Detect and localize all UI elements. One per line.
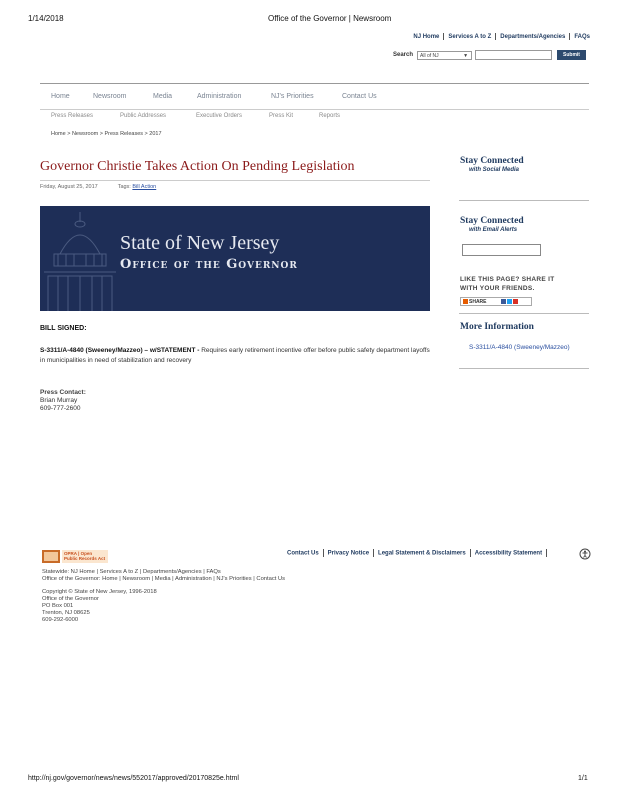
email-alerts-link[interactable]: with Email Alerts	[469, 227, 518, 233]
sidebar-divider	[459, 368, 589, 369]
tags-label: Tags:	[117, 184, 131, 190]
footer-legal-statement[interactable]: Legal Statement & Disclaimers	[378, 550, 466, 557]
more-information-heading: More Information	[460, 322, 534, 332]
nav-contact-us[interactable]: Contact Us	[342, 93, 377, 100]
share-icon	[463, 299, 468, 304]
chevron-down-icon: ▼	[463, 52, 469, 59]
subnav-press-kit[interactable]: Press Kit	[269, 113, 294, 119]
article-date: Friday, August 25, 2017	[40, 184, 98, 190]
search-bar	[393, 49, 586, 61]
share-button[interactable]: SHARE	[460, 297, 532, 306]
bill-signed-heading: BILL SIGNED:	[40, 325, 87, 332]
stay-connected-email-heading: Stay Connected	[460, 216, 524, 226]
twitter-icon	[507, 299, 512, 304]
nav-media[interactable]: Media	[153, 93, 173, 100]
opra-logo[interactable]: OPRA | Open Public Records Act	[42, 549, 108, 564]
footer-office[interactable]: Office of the Governor: Home | Newsroom | Media | Administration | NJ's Priorities | Contact Us	[42, 576, 286, 582]
governor-banner	[40, 206, 430, 311]
accessibility-icon[interactable]	[579, 548, 591, 560]
print-url: http://nj.gov/governor/news/news/552017/approved/20170825e.html	[28, 775, 239, 782]
contact-label: Press Contact:	[40, 389, 86, 396]
search-scope-select[interactable]: All of NJ ▼	[417, 51, 472, 60]
footer-address: Copyright © State of New Jersey, 1996-2018 Office of the Governor PO Box 001 Trenton, NJ 08625 609-292-6000	[42, 589, 157, 623]
subnav-press-releases[interactable]: Press Releases	[51, 113, 94, 119]
footer-links-text	[42, 569, 285, 583]
footer-contact-us[interactable]: Contact Us	[287, 550, 319, 557]
share-prompt: LIKE THIS PAGE? SHARE IT WITH YOUR FRIENDS.	[460, 276, 555, 292]
sidebar-divider	[459, 200, 589, 201]
bill-id: S-3311/A-4840 (Sweeney/Mazzeo) – w/STATEMENT -	[40, 347, 200, 354]
top-nav-faqs[interactable]: FAQs	[574, 34, 590, 41]
contact-phone: 609-777-2600	[40, 405, 81, 412]
main-nav	[40, 83, 589, 110]
print-page-number: 1/1	[578, 775, 588, 782]
top-nav-services[interactable]: Services A to Z	[448, 34, 492, 41]
footer-privacy-notice[interactable]: Privacy Notice	[327, 550, 370, 557]
capitol-dome-icon	[40, 206, 120, 311]
email-field[interactable]	[462, 244, 541, 256]
nav-administration[interactable]: Administration	[197, 93, 242, 100]
more-info-link[interactable]: S-3311/A-4840 (Sweeney/Mazzeo)	[469, 344, 570, 351]
contact-name: Brian Murray	[40, 397, 78, 404]
article-meta	[40, 184, 156, 190]
stay-connected-social-heading: Stay Connected	[460, 156, 524, 166]
top-nav-nj-home[interactable]: NJ Home	[413, 34, 440, 41]
social-media-link[interactable]: with Social Media	[469, 167, 520, 173]
top-nav-departments[interactable]: Departments/Agencies	[500, 34, 566, 41]
search-label: Search	[393, 52, 414, 58]
subnav-reports[interactable]: Reports	[319, 113, 341, 119]
tag-link[interactable]: Bill Action	[132, 184, 157, 190]
print-title: Office of the Governor | Newsroom	[268, 14, 392, 23]
page-title: Governor Christie Takes Action On Pending Legislation	[40, 159, 355, 174]
footer-accessibility[interactable]: Accessibility Statement	[474, 550, 543, 557]
copyright: Copyright © State of New Jersey, 1996-2018	[42, 589, 157, 595]
breadcrumb[interactable]: Home > Newsroom > Press Releases > 2017	[51, 131, 162, 137]
bill-description: Requires early retirement incentive offer before public safety department layoffs in municipalities in need of stabilization and recovery	[40, 347, 430, 364]
banner-line-2: Office of the Governor	[120, 257, 298, 272]
facebook-icon	[501, 299, 506, 304]
nav-priorities[interactable]: NJ's Priorities	[271, 93, 314, 100]
subnav-public-addresses[interactable]: Public Addresses	[120, 113, 167, 119]
title-divider	[40, 180, 430, 181]
nav-home[interactable]: Home	[51, 93, 70, 100]
footer-statewide[interactable]: Statewide: NJ Home | Services A to Z | Departments/Agencies | FAQs	[42, 569, 221, 575]
top-nav	[413, 33, 590, 40]
bill-entry	[40, 346, 430, 366]
email-icon	[513, 299, 518, 304]
print-date: 1/14/2018	[28, 14, 64, 23]
submit-button[interactable]: Submit	[557, 50, 586, 60]
nav-newsroom[interactable]: Newsroom	[93, 93, 127, 100]
banner-line-1: State of New Jersey	[120, 232, 280, 254]
footer-nav	[287, 549, 551, 557]
subnav-executive-orders[interactable]: Executive Orders	[196, 113, 243, 119]
sidebar-divider	[459, 313, 589, 314]
search-input[interactable]	[475, 50, 552, 60]
press-contact	[40, 389, 86, 413]
